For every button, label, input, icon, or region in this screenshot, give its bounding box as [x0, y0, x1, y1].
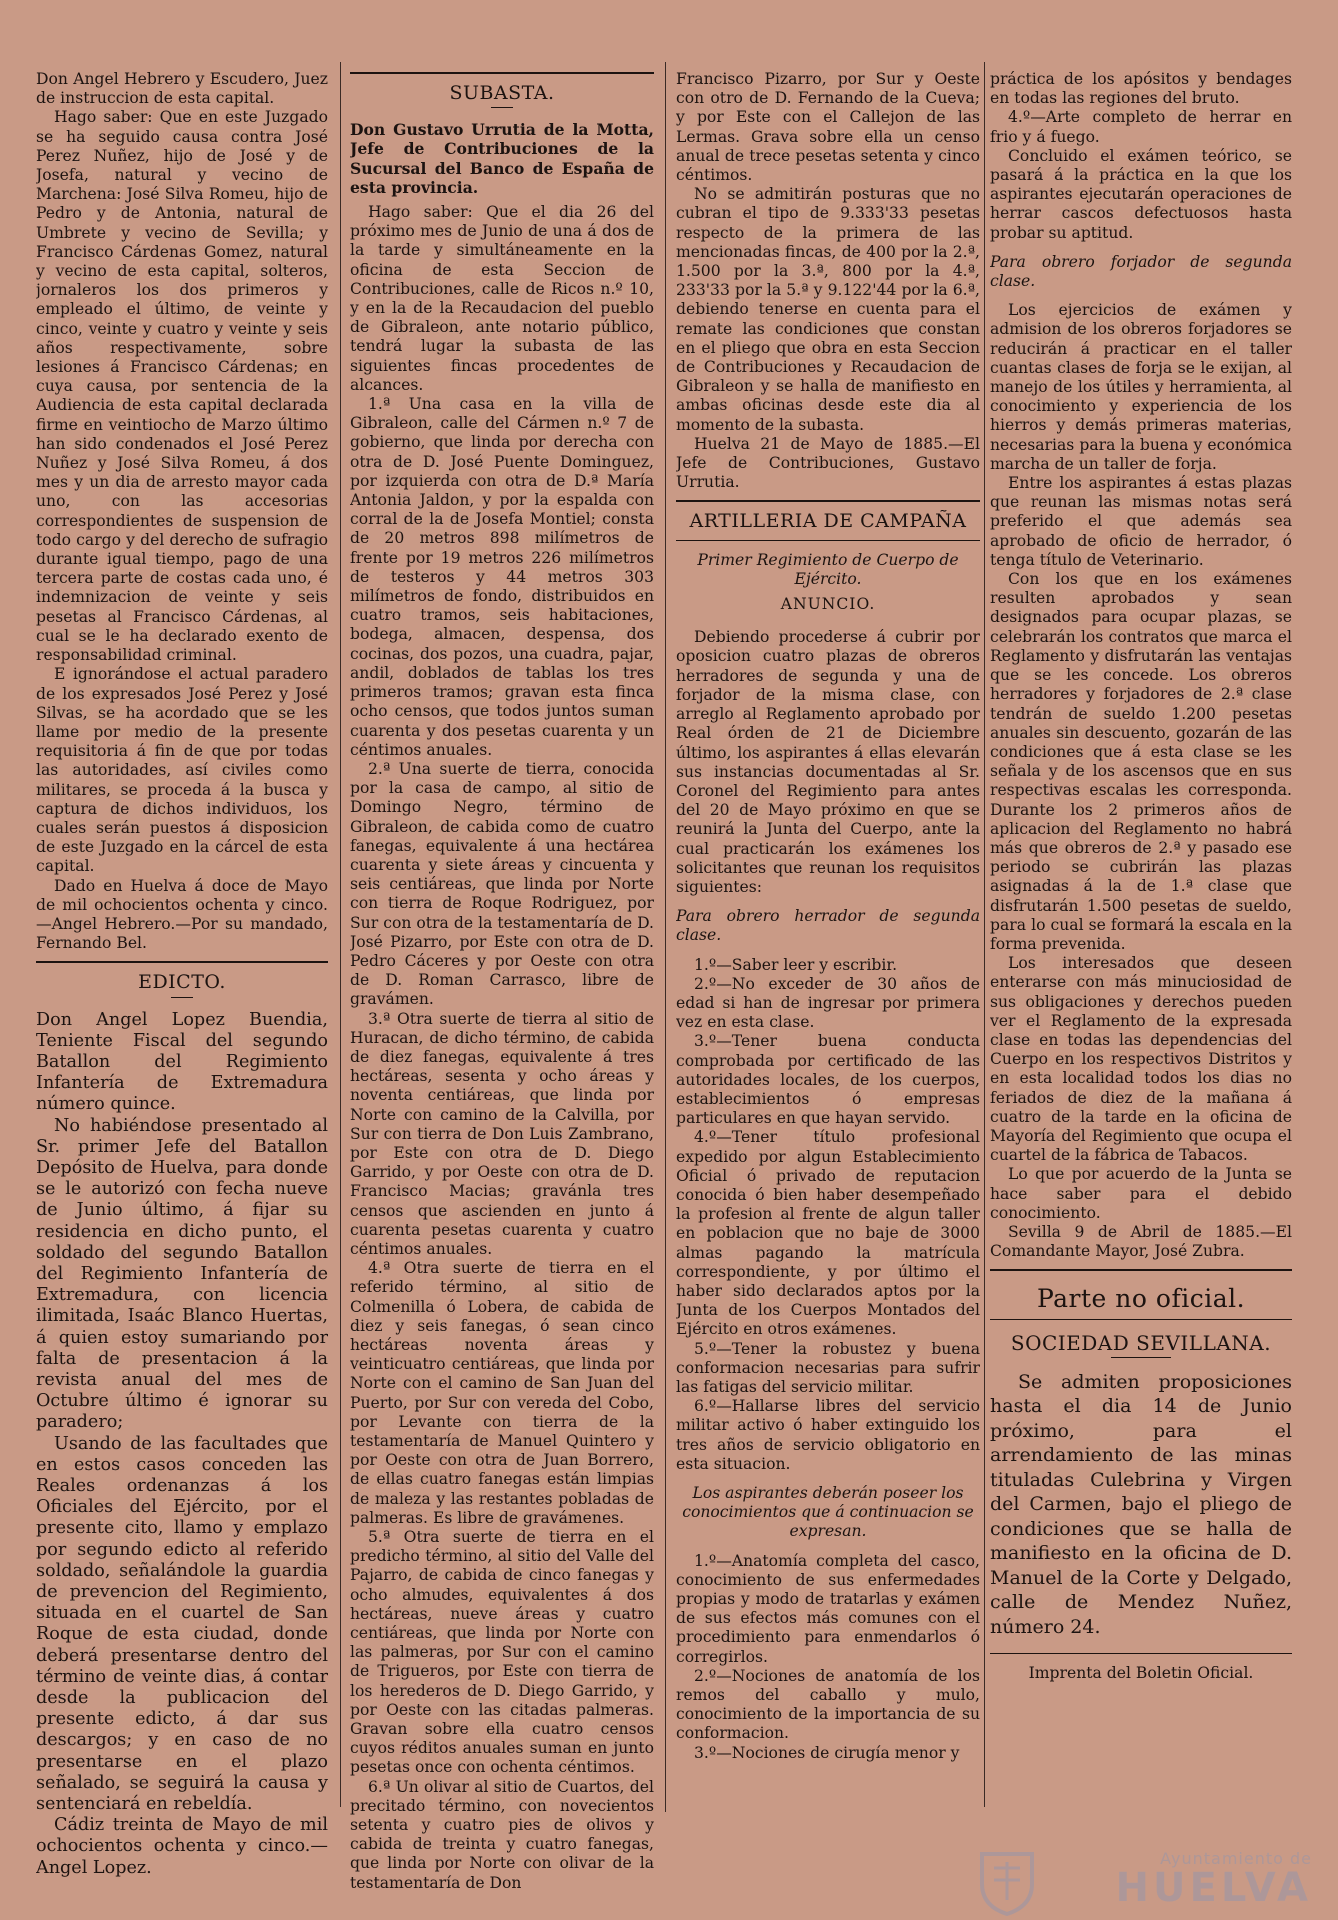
- signature-paragraph: Huelva 21 de Mayo de 1885.—El Jefe de Contribuciones, Gustavo Urrutia.: [676, 434, 980, 492]
- paragraph: Concluido el exámen teórico, se pasará á la práctica en la que los aspirantes ejecutarán operaciones de herrar cascos defectuosos hasta probar su aptitud.: [990, 146, 1292, 242]
- requirement-item: 5.º—Tener la robustez y buena conformacion necesarias para sufrir las fatigas del servicio militar.: [676, 1339, 980, 1396]
- requirement-item: 3.º—Tener buena conducta comprobada por certificado de las autoridades locales, de los cuerpos, establecimientos ó empresas particulares en que hayan servido.: [676, 1032, 980, 1128]
- paragraph: Debiendo procederse á cubrir por oposicion cuatro plazas de obreros herradores de segunda y una de forjador de la misma clase, con arreglo al Reglamento aprobado por Real órden de 21 de Diciembre último, los aspirantes á ellas elevarán sus instancias documentadas al Sr. Coronel del Regimiento para antes del 20 de Mayo próximo en que se reunirá la Junta del Cuerpo, ante la cual practicarán los exámenes los solicitantes que reunan los requisitos siguientes:: [676, 628, 980, 896]
- subasta-title: SUBASTA.: [449, 82, 555, 104]
- property-item: 2.ª Una suerte de tierra, conocida por la casa de campo, al sitio de Domingo Negro, término de Gibraleon, de cabida como de cuatro fanegas, equivalente á una hectárea cuarenta y siete áreas y cincuenta y seis centiáreas, que linda por Norte con tierra de Roque Rodriguez, por Sur con otra de la testamentaría de D. José Pizarro, por Este con otra de D. Pedro Cáceres y por Oeste con otra de D. Roman Carrasco, libre de gravámen.: [350, 759, 654, 1009]
- knowledge-heading: Los aspirantes deberán poseer los conocimientos que á continuacion se expresan.: [682, 1484, 974, 1541]
- paragraph: Los ejercicios de exámen y admision de los obreros forjadores se reducirán á practicar en el taller cuantas clases de forja se le exijan, al manejo de los útiles y herramienta, al conocimiento y experiencia de los hierros y demás primeras materias, necesarias para la buena y económica marcha de un taller de forja.: [990, 301, 1292, 473]
- column-4: [990, 70, 1292, 1684]
- column-divider: [665, 62, 666, 1812]
- paragraph: No habiéndose presentado al Sr. primer Jefe del Batallon Depósito de Huelva, para donde se le autorizó con fecha nueve de Junio último, á fijar su residencia en dicho punto, el soldado del segundo Batallon del Regimiento Infantería de Extremadura, con licencia ilimitada, Isaác Blanco Huertas, á quien estoy sumariando por falta de presentacion á la revista anual del mes de Octubre último é ignorar su paradero;: [36, 1115, 328, 1433]
- title-dash: [1111, 1357, 1171, 1358]
- watermark-line: Ayuntamiento de: [1160, 1849, 1312, 1868]
- forjador-heading: Para obrero forjador de segunda clase.: [990, 252, 1292, 291]
- paragraph: Entre los aspirantes á estas plazas que reunan las mismas notas será preferido el que además sea aprobado de oficio de herrador, ó tenga título de Veterinario.: [990, 474, 1292, 569]
- column-divider: [984, 62, 985, 1807]
- paragraph: E ignorándose el actual paradero de los expresados José Perez y José Silvas, se ha acordado que se les llame por medio de la presente requisitoria á fin de que por todas las autoridades, así civiles como militares, se proceda á la busca y captura de dichos individuos, los cuales serán puestos á disposicion de este Juzgado en la cárcel de esta capital.: [36, 665, 328, 876]
- column-1: [36, 70, 328, 1879]
- paragraph: Con los que en los exámenes resulten aprobados y sean designados para ocupar plazas, se celebrarán los contratos que marca el Reglamento y disfrutarán las ventajas que se les concede. Los obreros herradores y forjadores de 2.ª clase tendrán de sueldo 1.200 pesetas anuales sin descuento, gozarán de las condiciones que á esta clase se les señala y de los ascensos que en sus respectivas escalas les corresponda. Durante los 2 primeros años de aplicacion del Reglamento no habrá más que obreros de 2.ª y pasado ese periodo se cubrirán las plazas asignadas á la de 1.ª clase que disfrutarán 1.500 pesetas de sueldo, para lo cual se formará la escala en la forma prevenida.: [990, 570, 1292, 953]
- column-3: [676, 70, 980, 1763]
- property-item: 4.ª Otra suerte de tierra en el referido término, al sitio de Colmenilla ó Lobera, de cabida de diez y seis fanegas, ó sean cinco hectáreas noventa áreas y veinticuatro centiáreas, que linda por Norte con el camino de San Juan del Puerto, por Sur con vereda del Cobo, por Levante con tierra de la testamentaría de Manuel Quintero y por Oeste con otra de Juan Borrero, de ellas cuatro fanegas están limpias de maleza y las restantes pobladas de palmeras. Es libre de gravámenes.: [350, 1259, 654, 1527]
- requirement-item: 6.º—Hallarse libres del servicio militar activo ó haber extinguido los tres años de servicio obligatorio en esta situacion.: [676, 1397, 980, 1473]
- archive-watermark: [1115, 1849, 1312, 1911]
- requirement-item: 1.º—Saber leer y escribir.: [694, 955, 898, 974]
- requirement-item: 4.º—Tener título profesional expedido por algun Establecimiento Oficial ó privado de reputacion conocida ó bien haber desempeñado la profesion al frente de algun taller en poblacion que no baje de 3000 almas pagando la matrícula correspondiente, y por último el haber sido declarados aptos por la Junta de los Cuerpos Montados del Ejército en otros exámenes.: [676, 1128, 980, 1339]
- knowledge-item: 3.º—Nociones de cirugía menor y: [694, 1743, 960, 1762]
- edicto-title: EDICTO.: [138, 971, 226, 994]
- paragraph: Hago saber: Que en este Juzgado se ha seguido causa contra José Perez Nuñez, hijo de José y de Josefa, natural y vecino de Marchena: José Silva Romeu, hijo de Pedro y de Antonia, natural de Umbrete y vecino de Sevilla; y Francisco Cárdenas Gomez, natural y vecino de esta capital, solteros, jornaleros los dos primeros y empleado el último, de veinte y cinco, veinte y cuatro y veinte y seis años respectivamente, sobre lesiones á Francisco Cárdenas; en cuya causa, por sentencia de la Audiencia de esta capital declarada firme en veintiocho de Marzo último han sido condenados el José Perez Nuñez y José Silva Romeu, á dos mes y un dia de arresto mayor cada uno, con las accesorias correspondientes de suspension de todo cargo y del derecho de sufragio durante igual tiempo, pago de una tercera parte de costas cada uno, é indemnizacion de veinte y seis pesetas al Francisco Cárdenas, al cual se le ha declarado exento de responsabilidad criminal.: [36, 108, 328, 665]
- artilleria-title: ARTILLERIA DE CAMPAÑA: [689, 510, 967, 533]
- property-item: 3.ª Otra suerte de tierra al sitio de Huracan, de dicho término, de cabida de diez fanegas, equivalente á tres hectáreas, sesenta y ocho áreas y noventa centiáreas, que linda por Norte con camino de la Calvilla, por Sur con tierra de Don Luis Zambrano, por Este con otra de D. Diego Garrido, y por Oeste con otra de D. Francisco Macias; gravánla tres censos que ascienden en junto á cuarenta pesetas cuarenta y cuatro céntimos anuales.: [350, 1009, 654, 1258]
- paragraph: Los interesados que deseen enterarse con más minuciosidad de sus obligaciones y derechos pueden ver el Reglamento de la expresada clase en todas las dependencias del Cuerpo en los respectivos Distritos y en esta localidad todos los dias no feriados de diez de la mañana á cuatro de la tarde en la oficina de Mayoría del Regimiento que ocupa el cuartel de la fábrica de Tabacos.: [990, 954, 1292, 1165]
- signature-paragraph: Sevilla 9 de Abril de 1885.—El Comandante Mayor, José Zubra.: [990, 1222, 1292, 1261]
- section-rule: [676, 500, 980, 502]
- section-rule: [676, 540, 980, 541]
- title-dash: [491, 107, 513, 108]
- imprenta-footer: Imprenta del Boletin Oficial.: [1028, 1664, 1254, 1683]
- paragraph: Hago saber: Que el dia 26 del próximo mes de Junio de una á dos de la tarde y simultáneamente en la oficina de esta Seccion de Contribuciones, calle de Ricos n.º 10, y en la de la Recaudacion del pueblo de Gibraleon, ante notario público, tendrá lugar la subasta de las siguientes fincas procedentes de alcances.: [350, 203, 654, 394]
- paragraph: Lo que por acuerdo de la Junta se hace saber para el debido conocimiento.: [990, 1165, 1292, 1222]
- herrador-heading: Para obrero herrador de segunda clase.: [676, 907, 980, 945]
- sociedad-title: SOCIEDAD SEVILLANA.: [1010, 1330, 1272, 1355]
- edicto-heading: Don Angel Lopez Buendia, Teniente Fiscal del segundo Batallon del Regimiento Infantería de Extremadura número quince.: [36, 1009, 328, 1115]
- knowledge-item: 4.º—Arte completo de herrar en frio y á fuego.: [990, 108, 1292, 146]
- knowledge-item: 2.º—Nociones de anatomía de los remos del caballo y mulo, conocimiento de la importancia de su conformacion.: [676, 1666, 980, 1743]
- section-rule: [36, 961, 328, 963]
- subasta-heading: Don Gustavo Urrutia de la Motta, Jefe de Contribuciones de la Sucursal del Banco de España de esta provincia.: [350, 120, 654, 197]
- property-item: 6.ª Un olivar al sitio de Cuartos, del precitado término, con novecientos setenta y cuatro pies de olivos y cabida de treinta y cuatro fanegas, que linda por Norte con olivar de la testamentaría de Don: [350, 1777, 654, 1892]
- knowledge-item: 1.º—Anatomía completa del casco, conocimiento de sus enfermedades propias y modo de tratarlas y exámen de sus efectos más comunes con el procedimiento para enmendarlos ó corregirlos.: [676, 1551, 980, 1666]
- column-2: [350, 70, 654, 1893]
- regiment-subtitle: Primer Regimiento de Cuerpo de Ejército.: [697, 550, 959, 588]
- sociedad-notice: Se admiten proposiciones hasta el dia 14 de Junio próximo, para el arrendamiento de las minas tituladas Culebrina y Virgen del Carmen, bajo el pliego de condiciones que se halla de manifiesto en la oficina de D. Manuel de la Corte y Delgado, calle de Mendez Nuñez, número 24.: [990, 1370, 1292, 1638]
- paragraph: Usando de las facultades que en estos casos conceden las Reales ordenanzas á los Oficiales del Ejército, por el presente cito, llamo y emplazo por segundo edicto al referido soldado, señalándole la guardia de prevencion del Regimiento, situada en el cuartel de San Roque de esta ciudad, donde deberá presentarse dentro del término de veinte dias, á contar desde la publicacion del presente edicto, á dar sus descargos; y en caso de no presentarse en el plazo señalado, se seguirá la causa y sentenciará en rebeldía.: [36, 1433, 328, 1815]
- section-rule: [990, 1653, 1292, 1654]
- watermark-city: HUELVA: [1115, 1865, 1312, 1911]
- title-dash: [171, 997, 193, 998]
- parte-no-oficial-title: Parte no oficial.: [1036, 1284, 1246, 1314]
- section-rule: [990, 1319, 1292, 1320]
- judge-heading: Don Angel Hebrero y Escudero, Juez de instruccion de esta capital.: [36, 70, 328, 108]
- column-divider: [340, 62, 341, 1807]
- paragraph: práctica de los apósitos y bendages en todas las regiones del bruto.: [990, 70, 1292, 108]
- requirement-item: 2.º—No exceder de 30 años de edad si han de ingresar por primera vez en esta clase.: [676, 974, 980, 1032]
- paragraph: Francisco Pizarro, por Sur y Oeste con otro de D. Fernando de la Cueva; y por Este con el Callejon de las Lermas. Grava sobre ella un censo anual de trece pesetas setenta y cinco céntimos.: [676, 70, 980, 185]
- signature-paragraph: Cádiz treinta de Mayo de mil ochocientos ochenta y cinco.—Angel Lopez.: [36, 1815, 328, 1878]
- property-item: 1.ª Una casa en la villa de Gibraleon, calle del Cármen n.º 7 de gobierno, que linda por derecha con otra de D. José Puente Dominguez, por izquierda con otra de D.ª María Antonia Jaldon, y por la espalda con corral de la de Josefa Montiel; consta de 20 metros 898 milímetros de frente por 19 metros 226 milímetros de testeros y 44 metros 303 milímetros de fondo, distribuidos en cuatro tramos, seis habitaciones, bodega, almacen, despensa, dos cocinas, dos pozos, una cuadra, pajar, andil, doblados de tablas los tres primeros tramos; gravan esta finca ocho censos, que todos juntos suman cuarenta y dos pesetas cuarenta y un céntimos anuales.: [350, 395, 654, 759]
- paragraph: No se admitirán posturas que no cubran el tipo de 9.333'33 pesetas respecto de la primera de las mencionadas fincas, de 400 por la 2.ª, 1.500 por la 3.ª, 800 por la 4.ª, 233'33 por la 5.ª y 9.122'44 por la 6.ª, debiendo tenerse en cuenta para el remate las condiciones que constan en el pliego que obra en esta Seccion de Contribuciones y Recaudacion de Gibraleon y se halla de manifiesto en ambas oficinas desde este dia al momento de la subasta.: [676, 185, 980, 434]
- section-rule: [350, 72, 654, 74]
- coat-of-arms-icon: [976, 1846, 1038, 1916]
- signature-paragraph: Dado en Huelva á doce de Mayo de mil ochocientos ochenta y cinco.—Angel Hebrero.—Por su mandado, Fernando Bel.: [36, 876, 328, 953]
- section-rule: [990, 1269, 1292, 1271]
- property-item: 5.ª Otra suerte de tierra en el predicho término, al sitio del Valle del Pajarro, de cabida de cinco fanegas y ocho almudes, equivalentes á dos hectáreas, nueve áreas y cuatro centiáreas, que linda por Norte con las palmeras, por Sur con el camino de Trigueros, por Este con tierra de los herederos de D. Diego Garrido, y por Oeste con las citadas palmeras. Gravan sobre ella cuatro censos cuyos réditos anuales suman en junto pesetas once con ochenta céntimos.: [350, 1528, 654, 1777]
- anuncio-label: ANUNCIO.: [780, 595, 876, 614]
